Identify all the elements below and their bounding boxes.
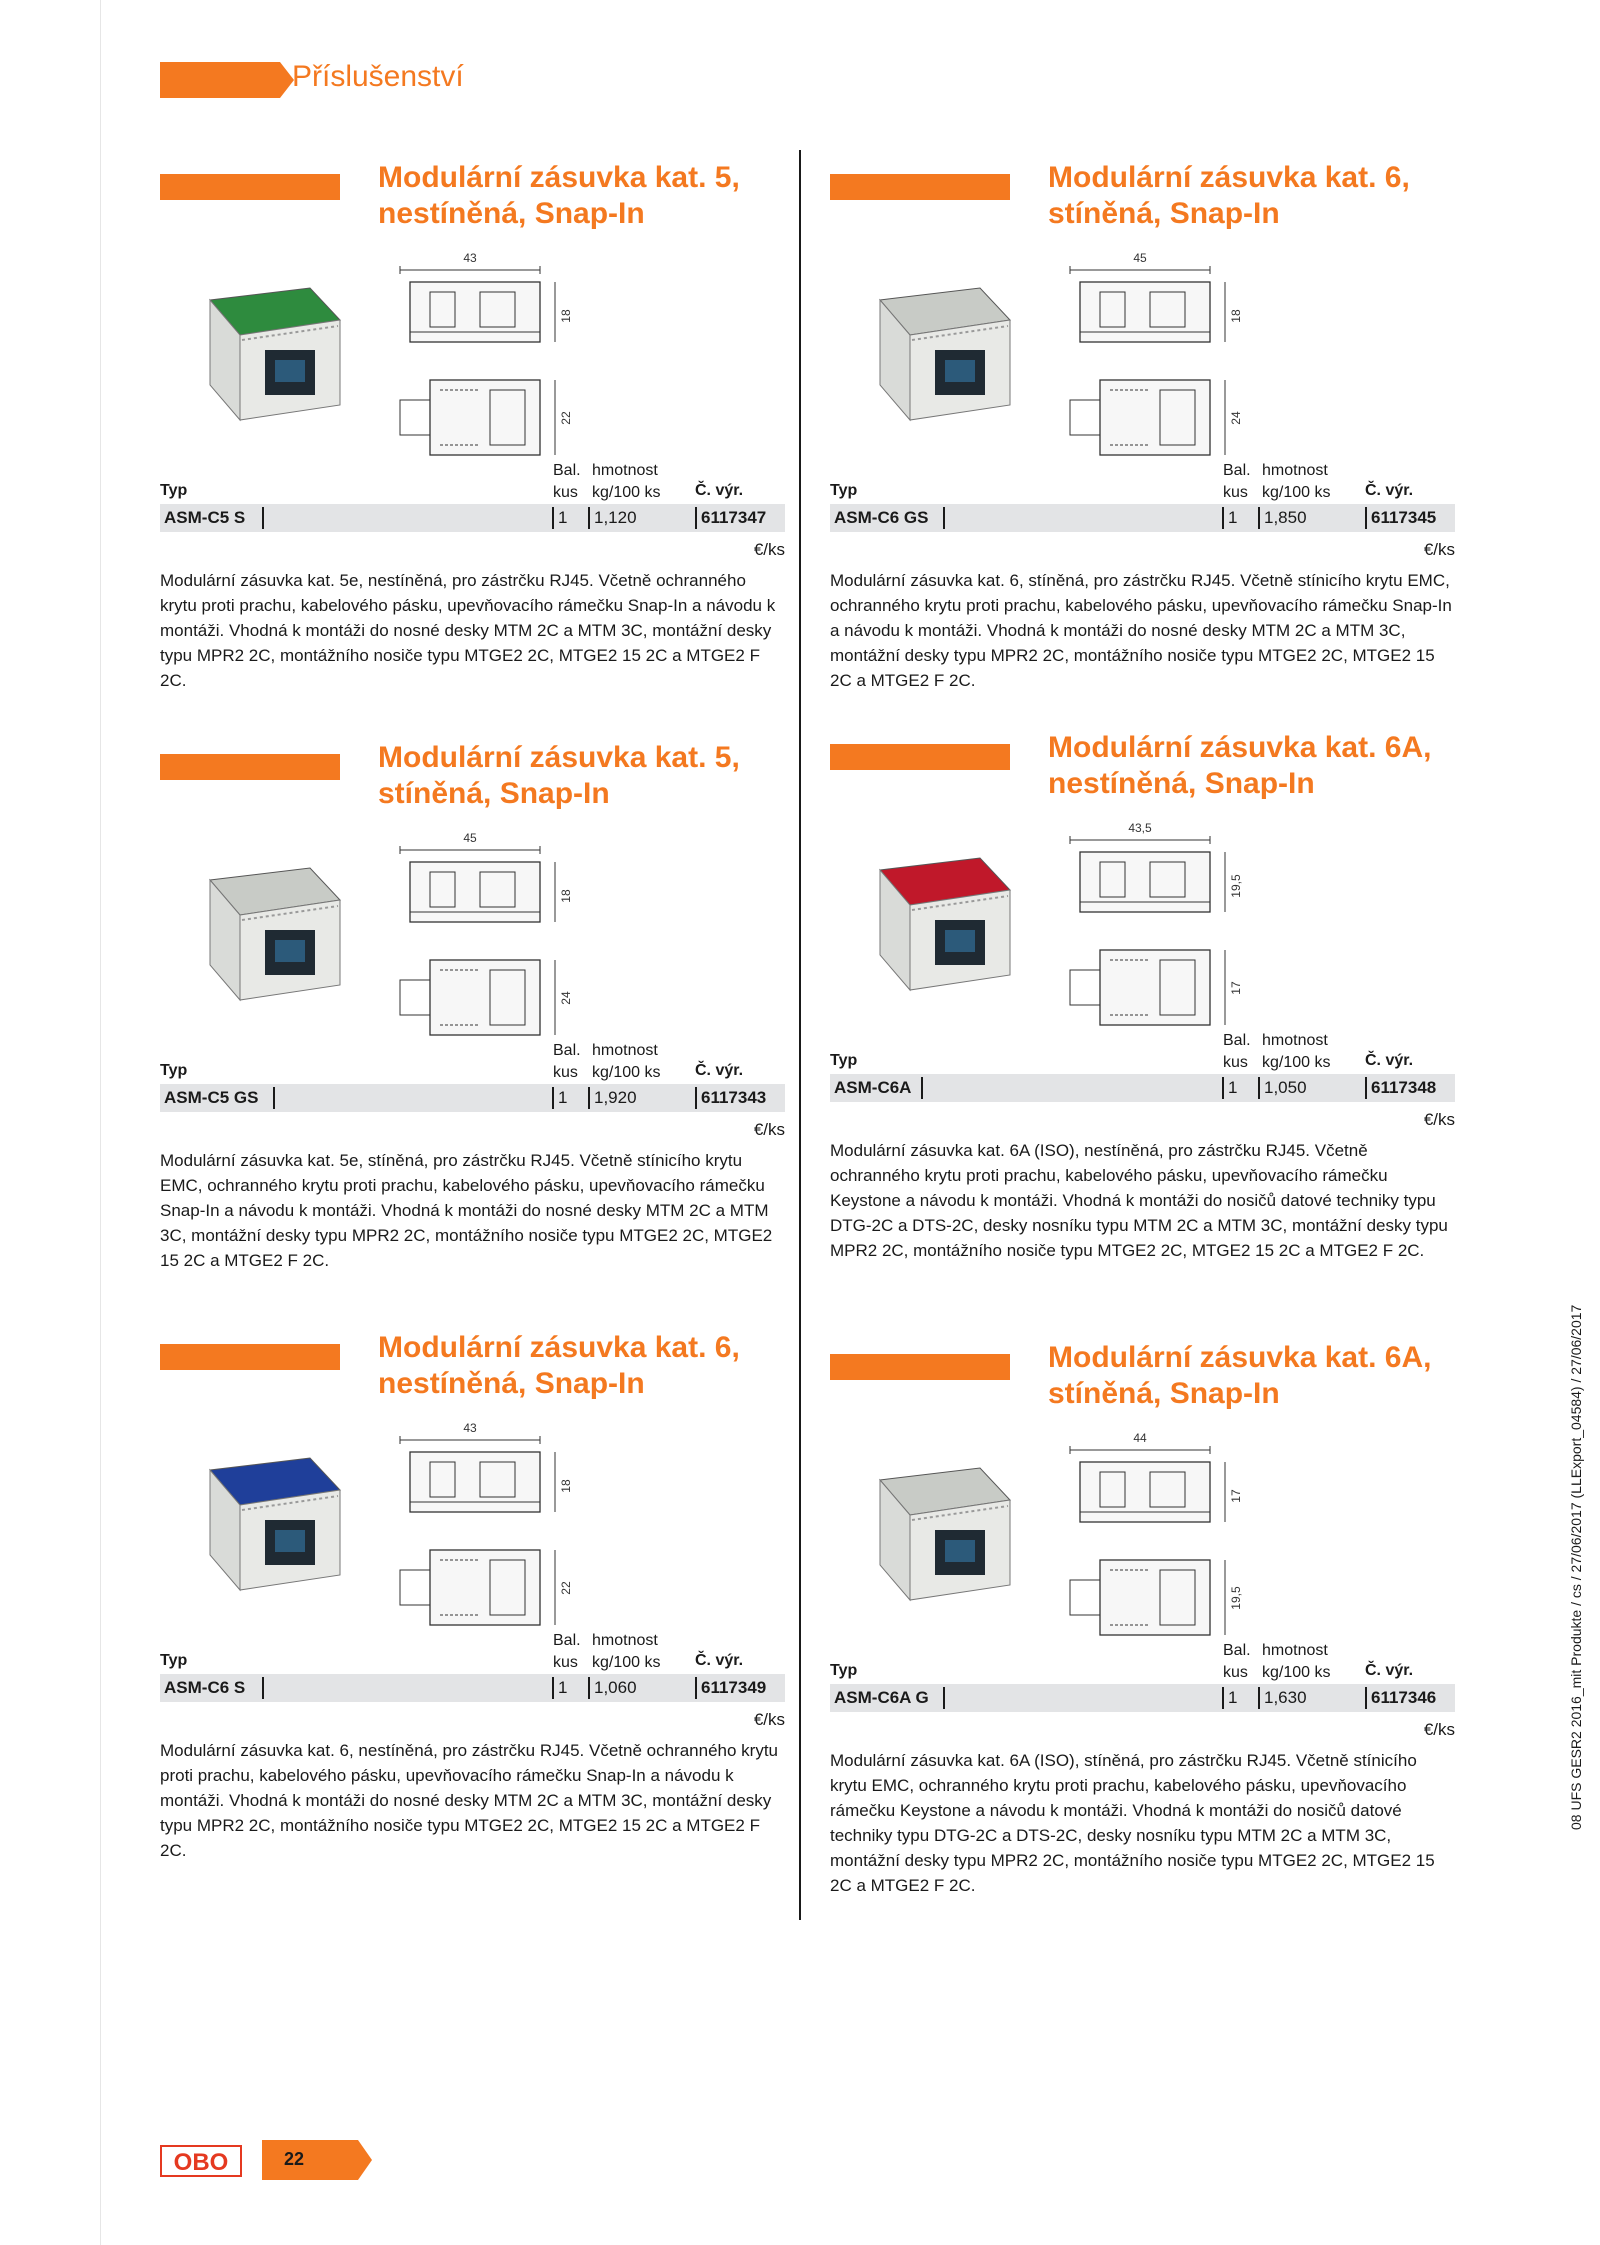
svg-text:OBO: OBO	[173, 2149, 229, 2176]
row-separator	[1365, 507, 1367, 529]
row-separator	[273, 1087, 275, 1109]
table-row	[160, 504, 785, 532]
col-bal: Bal. kus	[553, 462, 581, 501]
dimension-height-2: 19,5	[1229, 1586, 1243, 1610]
product-section	[830, 160, 1455, 720]
col-cvyr: Č. výr.	[695, 482, 744, 499]
product-photo	[850, 1460, 1020, 1610]
section-orange-bar	[160, 174, 340, 200]
col-hmotnost: hmotnost kg/100 ks	[1262, 462, 1331, 501]
product-photo	[180, 1450, 350, 1600]
product-weight: 1,050	[1264, 1078, 1307, 1097]
product-weight: 1,850	[1264, 508, 1307, 527]
product-number: 6117345	[1371, 508, 1437, 527]
dimension-width: 43,5	[1128, 821, 1152, 835]
product-photo	[180, 280, 350, 430]
dimension-height-1: 18	[559, 1479, 573, 1493]
page-number-tab	[262, 2140, 358, 2180]
table-row	[160, 1674, 785, 1702]
row-separator	[921, 1077, 923, 1099]
dimension-drawing	[380, 830, 580, 1060]
dimension-drawing	[1050, 820, 1250, 1050]
dimension-height-2: 24	[559, 991, 573, 1005]
left-margin-strip	[0, 0, 101, 2245]
column-divider	[799, 150, 801, 1920]
product-title: Modulární zásuvka kat. 6, nestíněná, Snap-In	[378, 1331, 740, 1400]
col-cvyr: Č. výr.	[695, 1062, 744, 1079]
product-photo	[850, 850, 1020, 1000]
table-header	[830, 1640, 1455, 1684]
section-orange-bar	[160, 1344, 340, 1370]
col-typ: Typ	[160, 1062, 188, 1079]
section-orange-bar	[830, 1354, 1010, 1380]
product-kus: 1	[1228, 508, 1238, 527]
product-kus: 1	[558, 1088, 568, 1107]
price-unit: €/ks	[753, 540, 785, 559]
row-separator	[1258, 1687, 1260, 1709]
section-orange-bar	[830, 744, 1010, 770]
product-kus: 1	[558, 1678, 568, 1697]
dimension-height-2: 22	[559, 1581, 573, 1595]
product-title: Modulární zásuvka kat. 6A, nestíněná, Snap-In	[1048, 731, 1432, 800]
product-type: ASM-C6A G	[834, 1688, 929, 1707]
product-type: ASM-C5 GS	[164, 1088, 259, 1107]
product-section	[830, 1340, 1455, 1900]
product-description: Modulární zásuvka kat. 5e, nestíněná, pro zástrčku RJ45. Včetně ochranného krytu proti prachu, kabelového pásku, upevňovacího rámečku Snap-In a návodu k montáži. Vhodná k montáži do nosné desky MTM 2C a MTM 3C, montážní desky typu MPR2 2C, montážního nosiče typu MTGE2 2C, MTGE2 15 2C a MTGE2 F 2C.	[160, 571, 776, 690]
col-hmotnost: hmotnost kg/100 ks	[592, 462, 661, 501]
row-separator	[262, 1677, 264, 1699]
price-unit: €/ks	[753, 1710, 785, 1729]
product-description: Modulární zásuvka kat. 6A (ISO), nestíněná, pro zástrčku RJ45. Včetně ochranného krytu proti prachu, kabelového pásku, upevňovacího rámečku Keystone a návodu k montáži. Vhodná k montáži do nosičů datové techniky typu DTG-2C a DTS-2C, desky nosníku typu MTM 2C a MTM 3C, montážní desky typu MPR2 2C, montážního nosiče typu MTGE2 2C, MTGE2 15 2C a MTGE2 F 2C.	[830, 1141, 1448, 1260]
product-number: 6117349	[701, 1678, 767, 1697]
col-bal: Bal. kus	[1223, 1642, 1251, 1681]
product-photo	[180, 860, 350, 1010]
col-typ: Typ	[830, 1052, 858, 1069]
row-separator	[552, 1087, 554, 1109]
product-type: ASM-C5 S	[164, 508, 246, 527]
dimension-width: 45	[1133, 251, 1147, 265]
col-hmotnost: hmotnost kg/100 ks	[1262, 1642, 1331, 1681]
dimension-height-1: 18	[1229, 309, 1243, 323]
dimension-width: 43	[463, 1421, 477, 1435]
dimension-drawing	[380, 250, 580, 480]
row-separator	[1365, 1077, 1367, 1099]
table-header	[160, 1630, 785, 1674]
dimension-height-1: 18	[559, 309, 573, 323]
product-section	[160, 740, 785, 1300]
row-separator	[588, 1677, 590, 1699]
row-separator	[695, 507, 697, 529]
dimension-drawing	[380, 1420, 580, 1650]
side-note: 08 UFS GESR2 2016_mit Produkte / cs / 27/06/2017 (LLExport_04584) / 27/06/2017	[1568, 1304, 1584, 1830]
table-row	[830, 1684, 1455, 1712]
product-weight: 1,630	[1264, 1688, 1307, 1707]
product-weight: 1,920	[594, 1088, 637, 1107]
header-tab	[160, 62, 280, 98]
row-separator	[262, 507, 264, 529]
row-separator	[1222, 1687, 1224, 1709]
product-description: Modulární zásuvka kat. 6, stíněná, pro zástrčku RJ45. Včetně stínicího krytu EMC, ochranného krytu proti prachu, kabelového pásku, upevňovacího rámečku Snap-In a návodu k montáži. Vhodná k montáži do nosné desky MTM 2C a MTM 3C, montážní desky typu MPR2 2C, montážního nosiče typu MTGE2 2C, MTGE2 15 2C a MTGE2 F 2C.	[830, 571, 1452, 690]
product-title: Modulární zásuvka kat. 6A, stíněná, Snap-In	[1048, 1341, 1432, 1410]
price-unit: €/ks	[1423, 1720, 1455, 1739]
dimension-height-2: 17	[1229, 981, 1243, 995]
price-unit: €/ks	[753, 1120, 785, 1139]
row-separator	[695, 1677, 697, 1699]
product-number: 6117343	[701, 1088, 767, 1107]
product-type: ASM-C6 GS	[834, 508, 929, 527]
dimension-drawing	[1050, 1430, 1250, 1660]
col-hmotnost: hmotnost kg/100 ks	[592, 1042, 661, 1081]
product-kus: 1	[1228, 1688, 1238, 1707]
product-description: Modulární zásuvka kat. 6, nestíněná, pro zástrčku RJ45. Včetně ochranného krytu proti prachu, kabelového pásku, upevňovacího rámečku Snap-In a návodu k montáži. Vhodná k montáži do nosné desky MTM 2C a MTM 3C, montážní desky typu MPR2 2C, montážního nosiče typu MTGE2 2C, MTGE2 15 2C a MTGE2 F 2C.	[160, 1741, 779, 1860]
product-description: Modulární zásuvka kat. 6A (ISO), stíněná, pro zástrčku RJ45. Včetně stínicího krytu EMC, ochranného krytu proti prachu, kabelového pásku, upevňovacího rámečku Keystone a návodu k montáži. Vhodná k montáži do nosičů datové techniky typu DTG-2C a DTS-2C, desky nosníku typu MTM 2C a MTM 3C, montážní desky typu MPR2 2C, montážního nosiče typu MTGE2 2C, MTGE2 15 2C a MTGE2 F 2C.	[830, 1751, 1435, 1895]
product-number: 6117347	[701, 508, 767, 527]
row-separator	[588, 507, 590, 529]
row-separator	[588, 1087, 590, 1109]
row-separator	[943, 507, 945, 529]
product-photo	[850, 280, 1020, 430]
row-separator	[1222, 507, 1224, 529]
col-bal: Bal. kus	[1223, 1032, 1251, 1071]
product-number: 6117348	[1371, 1078, 1437, 1097]
obo-logo	[160, 2145, 242, 2177]
col-typ: Typ	[830, 1662, 858, 1679]
row-separator	[1258, 1077, 1260, 1099]
price-unit: €/ks	[1423, 1110, 1455, 1129]
table-header	[830, 1030, 1455, 1074]
dimension-height-1: 19,5	[1229, 874, 1243, 898]
product-title: Modulární zásuvka kat. 5, stíněná, Snap-In	[378, 741, 740, 810]
row-separator	[552, 507, 554, 529]
row-separator	[1258, 507, 1260, 529]
dimension-width: 43	[463, 251, 477, 265]
col-cvyr: Č. výr.	[1365, 1052, 1414, 1069]
product-weight: 1,060	[594, 1678, 637, 1697]
col-cvyr: Č. výr.	[1365, 1662, 1414, 1679]
col-bal: Bal. kus	[553, 1632, 581, 1671]
product-weight: 1,120	[594, 508, 637, 527]
table-row	[160, 1084, 785, 1112]
product-type: ASM-C6 S	[164, 1678, 246, 1697]
row-separator	[552, 1677, 554, 1699]
dimension-drawing	[1050, 250, 1250, 480]
section-orange-bar	[160, 754, 340, 780]
col-bal: Bal. kus	[1223, 462, 1251, 501]
col-bal: Bal. kus	[553, 1042, 581, 1081]
dimension-width: 45	[463, 831, 477, 845]
product-type: ASM-C6A	[834, 1078, 912, 1097]
col-typ: Typ	[160, 482, 188, 499]
table-header	[160, 460, 785, 504]
row-separator	[1365, 1687, 1367, 1709]
col-hmotnost: hmotnost kg/100 ks	[1262, 1032, 1331, 1071]
row-separator	[943, 1687, 945, 1709]
col-typ: Typ	[830, 482, 858, 499]
col-cvyr: Č. výr.	[695, 1652, 744, 1669]
dimension-width: 44	[1133, 1431, 1147, 1445]
product-number: 6117346	[1371, 1688, 1437, 1707]
product-kus: 1	[1228, 1078, 1238, 1097]
dimension-height-2: 24	[1229, 411, 1243, 425]
col-hmotnost: hmotnost kg/100 ks	[592, 1632, 661, 1671]
table-row	[830, 504, 1455, 532]
product-title: Modulární zásuvka kat. 6, stíněná, Snap-In	[1048, 161, 1410, 230]
dimension-height-1: 18	[559, 889, 573, 903]
dimension-height-1: 17	[1229, 1489, 1243, 1503]
row-separator	[695, 1087, 697, 1109]
price-unit: €/ks	[1423, 540, 1455, 559]
section-orange-bar	[830, 174, 1010, 200]
col-typ: Typ	[160, 1652, 188, 1669]
dimension-height-2: 22	[559, 411, 573, 425]
product-section	[160, 1330, 785, 1890]
product-section	[830, 730, 1455, 1290]
product-title: Modulární zásuvka kat. 5, nestíněná, Snap-In	[378, 161, 740, 230]
table-header	[160, 1040, 785, 1084]
row-separator	[1222, 1077, 1224, 1099]
table-row	[830, 1074, 1455, 1102]
product-description: Modulární zásuvka kat. 5e, stíněná, pro zástrčku RJ45. Včetně stínicího krytu EMC, ochranného krytu proti prachu, kabelového pásku, upevňovacího rámečku Snap-In a návodu k montáži. Vhodná k montáži do nosné desky MTM 2C a MTM 3C, montážní desky typu MPR2 2C, montážního nosiče typu MTGE2 2C, MTGE2 15 2C a MTGE2 F 2C.	[160, 1151, 773, 1270]
page-header-title: Příslušenství	[292, 60, 464, 93]
product-kus: 1	[558, 508, 568, 527]
col-cvyr: Č. výr.	[1365, 482, 1414, 499]
product-section	[160, 160, 785, 720]
page-number: 22	[284, 2149, 305, 2169]
table-header	[830, 460, 1455, 504]
